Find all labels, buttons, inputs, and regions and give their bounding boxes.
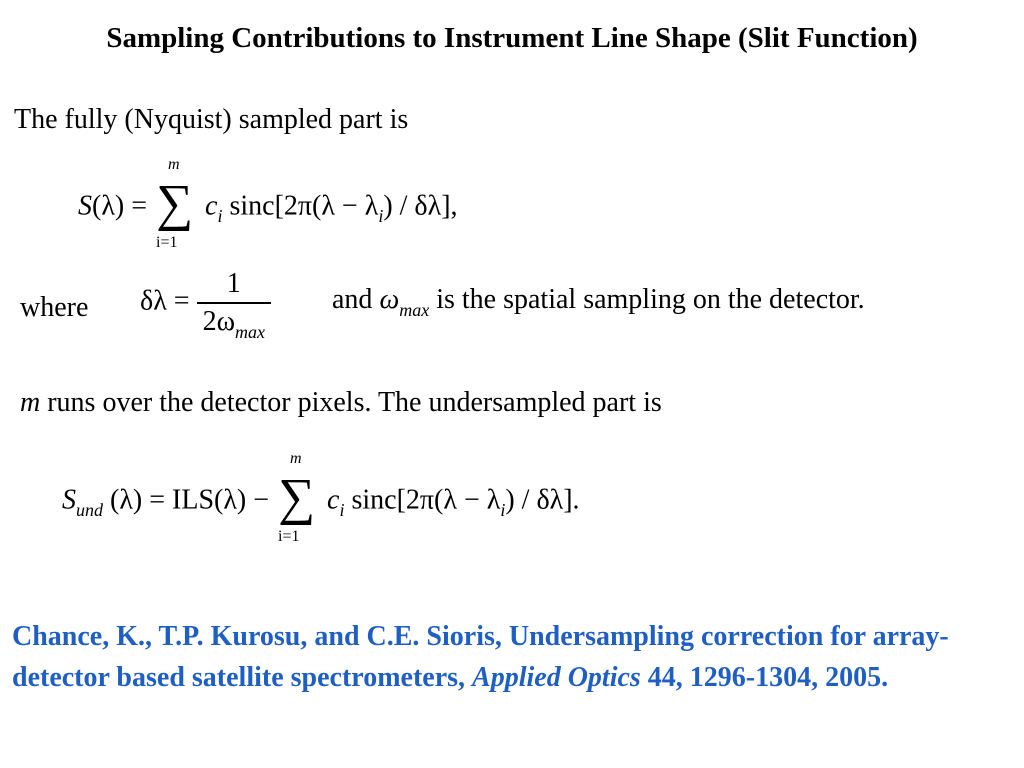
omega-sub: max	[399, 300, 430, 320]
omega-symbol: ω	[379, 284, 400, 315]
eq2-body: sinc[2π(λ − λ	[351, 484, 501, 516]
fraction-bar	[197, 302, 271, 304]
eq1-coef-sub: i	[217, 206, 223, 227]
where-fraction	[197, 268, 271, 342]
eq1-sum-upper: m	[168, 156, 180, 173]
eq2-sum-lower: i=1	[278, 528, 300, 545]
reference-details: 44, 1296-1304, 2005.	[647, 662, 889, 693]
m-text: runs over the detector pixels. The undersampled part is	[47, 387, 662, 418]
eq2-lhs-sub: und	[76, 500, 103, 521]
den-sub: max	[235, 322, 265, 342]
eq2-coef-sub: i	[339, 500, 345, 521]
eq1-tail: ) / δλ],	[383, 190, 458, 222]
m-var: m	[20, 387, 41, 418]
m-line	[20, 387, 662, 419]
where-label: where	[20, 292, 89, 323]
eq2-mid: (λ) = ILS(λ) −	[110, 484, 270, 516]
eq2-body-sub: i	[500, 500, 506, 521]
eq2-summation	[276, 450, 320, 545]
and-text: and	[332, 284, 373, 315]
eq1-sum-lower: i=1	[156, 234, 178, 251]
eq2-tail: ) / δλ].	[505, 484, 580, 516]
omega-desc: is the spatial sampling on the detector.	[436, 284, 865, 315]
sigma-symbol-2: ∑	[278, 469, 316, 526]
eq1-lhs: S	[78, 190, 92, 222]
den-main: 2ω	[202, 306, 235, 337]
fraction-denominator	[197, 306, 271, 342]
eq1-arg: (λ) =	[92, 190, 148, 222]
reference-authors-title: Chance, K., T.P. Kurosu, and C.E. Sioris, Undersampling correction for array-detector based satellite spectrometers,	[12, 621, 949, 693]
reference-citation	[12, 616, 1012, 698]
equation-undersampled	[62, 450, 580, 545]
intro-text: The fully (Nyquist) sampled part is	[14, 104, 409, 135]
eq1-summation	[154, 156, 198, 251]
reference-journal: Applied Optics	[472, 662, 641, 693]
equation-delta-lambda	[140, 268, 271, 342]
eq2-coef: c	[327, 484, 340, 516]
eq2-sum-upper: m	[290, 450, 302, 467]
equation-fully-sampled	[78, 156, 458, 251]
slide-title: Sampling Contributions to Instrument Line Shape (Slit Function)	[106, 22, 918, 54]
eq1-body: sinc[2π(λ − λ	[229, 190, 379, 222]
sigma-symbol: ∑	[156, 175, 194, 232]
omega-description	[332, 284, 865, 320]
eq1-body-sub: i	[378, 206, 384, 227]
where-lhs: δλ =	[140, 285, 190, 317]
eq1-coef: c	[205, 190, 218, 222]
eq2-lhs: S	[62, 484, 76, 516]
fraction-numerator: 1	[226, 268, 241, 299]
